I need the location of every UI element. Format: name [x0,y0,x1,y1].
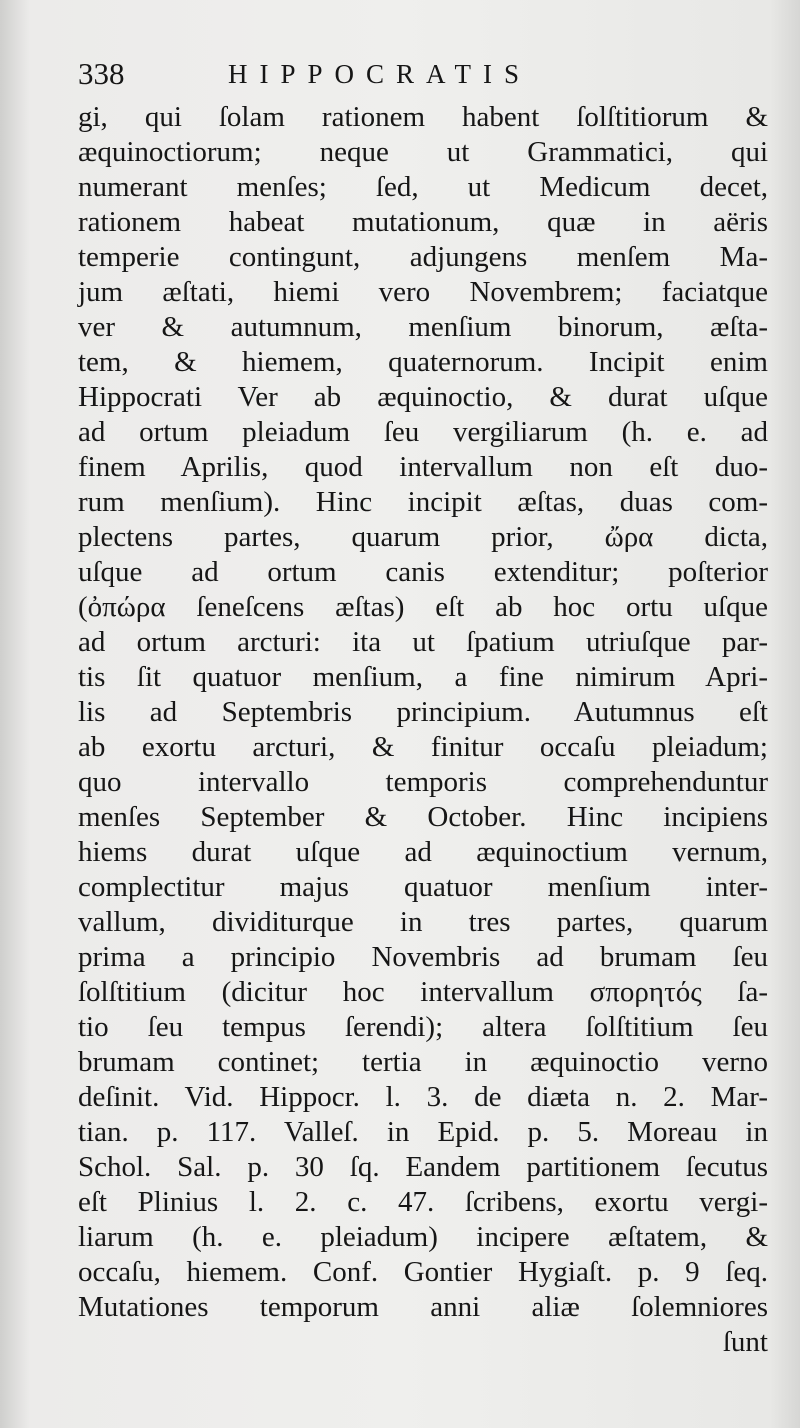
text-line: quo intervallo temporis comprehenduntur [78,766,768,798]
text-line: Schol. Sal. p. 30 ſq. Eandem partitionem ſecutus [78,1151,768,1183]
text-line: finem Aprilis, quod intervallum non eſt duo- [78,451,768,483]
text-line: ver & autumnum, menſium binorum, æſta- [78,311,768,343]
text-line: deſinit. Vid. Hippocr. l. 3. de diæta n. 2. Mar- [78,1081,768,1113]
text-line: menſes September & October. Hinc incipiens [78,801,768,833]
text-line: jum æſtati, hiemi vero Novembrem; faciatque [78,276,768,308]
text-line: plectens partes, quarum prior, ὤρα dicta, [78,521,768,553]
text-line: (ὀπώρα ſeneſcens æſtas) eſt ab hoc ortu uſque [78,591,768,623]
text-line: ad ortum pleiadum ſeu vergiliarum (h. e. ad [78,416,768,448]
text-line: tem, & hiemem, quaternorum. Incipit enim [78,346,768,378]
text-line: occaſu, hiemem. Conf. Gontier Hygiaſt. p. 9 ſeq. [78,1256,768,1288]
text-line: numerant menſes; ſed, ut Medicum decet, [78,171,768,203]
text-line: liarum (h. e. pleiadum) incipere æſtatem, & [78,1221,768,1253]
running-head: HIPPOCRATIS [228,59,532,89]
text-line: vallum, dividiturque in tres partes, quarum [78,906,768,938]
text-line: uſque ad ortum canis extenditur; poſterior [78,556,768,588]
text-line: hiems durat uſque ad æquinoctium vernum, [78,836,768,868]
text-line: Mutationes temporum anni aliæ ſolemniores [78,1291,768,1323]
text-line: ad ortum arcturi: ita ut ſpatium utriuſque par- [78,626,768,658]
catchword: ſunt [722,1326,768,1358]
text-line: eſt Plinius l. 2. c. 47. ſcribens, exortu vergi- [78,1186,768,1218]
text-line: rum menſium). Hinc incipit æſtas, duas com- [78,486,768,518]
text-line: æquinoctiorum; neque ut Grammatici, qui [78,136,768,168]
text-line: complectitur majus quatuor menſium inter- [78,871,768,903]
text-line: tian. p. 117. Valleſ. in Epid. p. 5. Moreau in [78,1116,768,1148]
text-line: brumam continet; tertia in æquinoctio verno [78,1046,768,1078]
page-header [78,52,758,96]
text-line: ab exortu arcturi, & finitur occaſu pleiadum; [78,731,768,763]
text-line: ſolſtitium (dicitur hoc intervallum σπορητός ſa- [78,976,768,1008]
text-line: gi, qui ſolam rationem habent ſolſtitiorum & [78,101,768,133]
body-text [78,100,768,1360]
text-line: lis ad Septembris principium. Autumnus eſt [78,696,768,728]
page-number: 338 [78,56,125,91]
text-line: Hippocrati Ver ab æquinoctio, & durat uſque [78,381,768,413]
text-line: tio ſeu tempus ſerendi); altera ſolſtitium ſeu [78,1011,768,1043]
text-line: temperie contingunt, adjungens menſem Ma- [78,241,768,273]
text-line: rationem habeat mutationum, quæ in aëris [78,206,768,238]
text-line: prima a principio Novembris ad brumam ſeu [78,941,768,973]
text-line: tis ſit quatuor menſium, a fine nimirum Apri- [78,661,768,693]
